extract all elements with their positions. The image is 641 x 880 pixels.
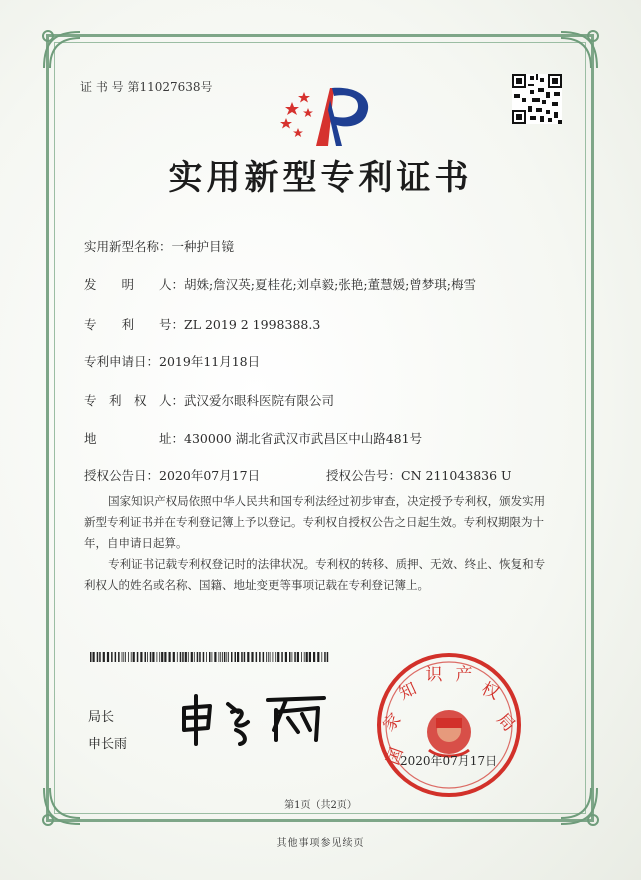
field-label: 实用新型名称： <box>84 239 172 254</box>
filing-date-row <box>84 352 260 370</box>
page-number: 第1页（共2页） <box>284 800 357 811</box>
page-title: 实用新型专利证书 <box>168 158 473 198</box>
cnipa-logo-icon <box>270 80 380 152</box>
patentee-row <box>84 391 334 409</box>
seal-date: 2020年07月17日 <box>400 754 498 768</box>
field-label: 授权公告日： <box>84 468 160 483</box>
field-value: 胡姝;詹汉英;夏桂花;刘卓毅;张艳;董慧媛;曾梦琪;梅雪 <box>184 277 476 292</box>
certificate-body <box>84 491 560 554</box>
field-label: 授权公告号： <box>326 468 402 483</box>
svg-text:产: 产 <box>455 665 473 685</box>
utility-model-name-row <box>84 237 234 255</box>
svg-text:国: 国 <box>382 744 408 768</box>
body-line: 年，自申请日起算。 <box>84 536 188 550</box>
address-row <box>84 429 422 447</box>
inventors-row <box>84 275 476 293</box>
grant-number-row <box>326 466 512 484</box>
field-value: 武汉爱尔眼科医院有限公司 <box>184 393 335 408</box>
field-label: 专 利 号： <box>84 317 185 332</box>
svg-text:权: 权 <box>478 678 503 705</box>
field-value: 430000 湖北省武汉市武昌区中山路481号 <box>184 431 423 446</box>
field-value: ZL 2019 2 1998388.3 <box>184 317 321 332</box>
body-line: 专利证书记载专利权登记时的法律状况。专利权的转移、质押、无效、终止、恢复和专 <box>108 557 546 571</box>
barcode-icon <box>90 652 330 662</box>
qr-code-icon <box>512 74 562 124</box>
field-value: 2019年11月18日 <box>159 354 261 369</box>
field-value: 一种护目镜 <box>171 239 235 254</box>
director-signature <box>176 690 336 748</box>
svg-text:局: 局 <box>492 709 519 736</box>
director-title: 局长 <box>88 710 115 725</box>
corner-ornament-icon <box>40 28 86 74</box>
svg-text:家: 家 <box>379 709 406 736</box>
field-value: 2020年07月17日 <box>159 468 261 483</box>
field-label: 发 明 人： <box>84 277 185 292</box>
svg-text:知: 知 <box>395 678 420 705</box>
svg-text:识: 识 <box>425 665 443 685</box>
field-value: CN 211043836 U <box>401 468 512 483</box>
field-label: 专 利 权 人： <box>84 393 185 408</box>
certificate-number: 证 书 号 第11027638号 <box>80 80 213 94</box>
body-line: 利权人的姓名或名称、国籍、地址变更等事项记载在专利登记簿上。 <box>84 578 429 592</box>
patent-number-row <box>84 315 320 333</box>
director-name: 申长雨 <box>88 737 128 752</box>
certificate-body-2 <box>84 554 560 596</box>
field-label: 地 址： <box>84 431 185 446</box>
grant-date-row <box>84 466 260 484</box>
official-seal-icon <box>374 650 524 800</box>
corner-ornament-icon <box>555 28 601 74</box>
field-label: 专利申请日： <box>84 354 160 369</box>
footer-note: 其他事项参见续页 <box>276 838 365 849</box>
body-line: 国家知识产权局依照中华人民共和国专利法经过初步审查，决定授予专利权，颁发实用 <box>108 494 546 508</box>
body-line: 新型专利证书并在专利登记簿上予以登记。专利权自授权公告之日起生效。专利权期限为十 <box>84 515 544 529</box>
